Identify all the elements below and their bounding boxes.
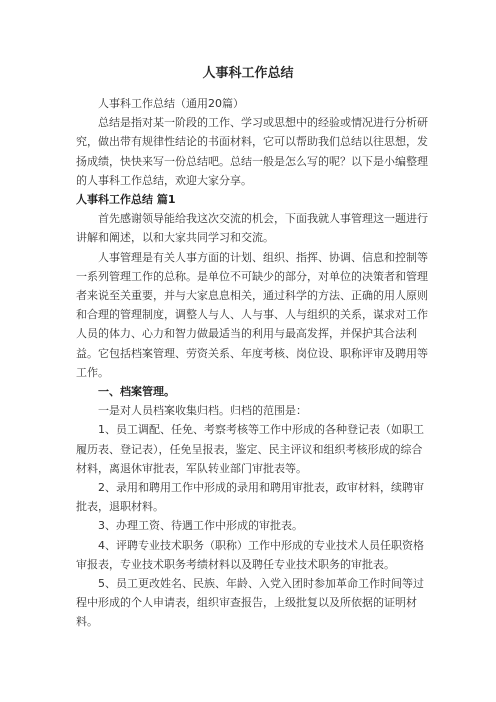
document-body bbox=[76, 94, 428, 632]
list-item: 3、办理工资、待遇工作中形成的审批表。 bbox=[98, 519, 303, 533]
body-paragraph: 人事管理是有关人事方面的计划、组织、指挥、协调、信息和控制等一系列管理工作的总称。是单位不可缺少的部分，对单位的决策者和管理者来说至关重要，并与大家息息相关，通过科学的方法、正确的用人原则和合理的管理制度，调整人与人、人与事、人与组织的关系，谋求对工作人员的体力、心力和智力做最适当的利用与最高发挥，并保护其合法利益。它包括档案管理、劳资关系、年度考核、岗位设、职称评审及聘用等工作。 bbox=[76, 250, 428, 379]
list-item: 1、员工调配、任免、考察考核等工作中形成的各种登记表（如职工履历表、登记表），任免呈报表，鉴定、民主评议和组织考核形成的综合材料，离退休审批表，军队转业部门审批表等。 bbox=[76, 423, 424, 475]
section-heading: 人事科工作总结 篇1 bbox=[76, 193, 176, 207]
list-item: 4、评聘专业技术职务（职称）工作中形成的专业技术人员任职资格审报表，专业技术职务考绩材料以及聘任专业技术职务的审批表。 bbox=[76, 538, 424, 571]
list-item: 2、录用和聘用工作中形成的录用和聘用审批表，政审材料，续聘审批表，退职材料。 bbox=[76, 481, 424, 514]
body-paragraph: 首先感谢领导能给我这次交流的机会，下面我就人事管理这一题进行讲解和阐述，以和大家共同学习和交流。 bbox=[76, 212, 428, 245]
subtitle-paragraph: 人事科工作总结（通用20篇） bbox=[98, 97, 244, 110]
body-paragraph: 一是对人员档案收集归档。归档的范围是： bbox=[98, 404, 307, 418]
list-item: 5、员工更改姓名、民族、年龄、入党入团时参加革命工作时间等过程中形成的个人申请表，组织审查报告，上级批复以及所依据的证明材料。 bbox=[76, 577, 424, 629]
subsection-heading: 一、档案管理。 bbox=[98, 385, 175, 399]
intro-paragraph: 总结是指对某一阶段的工作、学习或思想中的经验或情况进行分析研究，做出带有规律性结论的书面材料，它可以帮助我们总结以往思想，发扬成绩，快快来写一份总结吧。总结一般是怎么写的呢？以下是小编整理的人事科工作总结，欢迎大家分享。 bbox=[76, 116, 428, 187]
document-title: 人事科工作总结 bbox=[202, 66, 294, 81]
